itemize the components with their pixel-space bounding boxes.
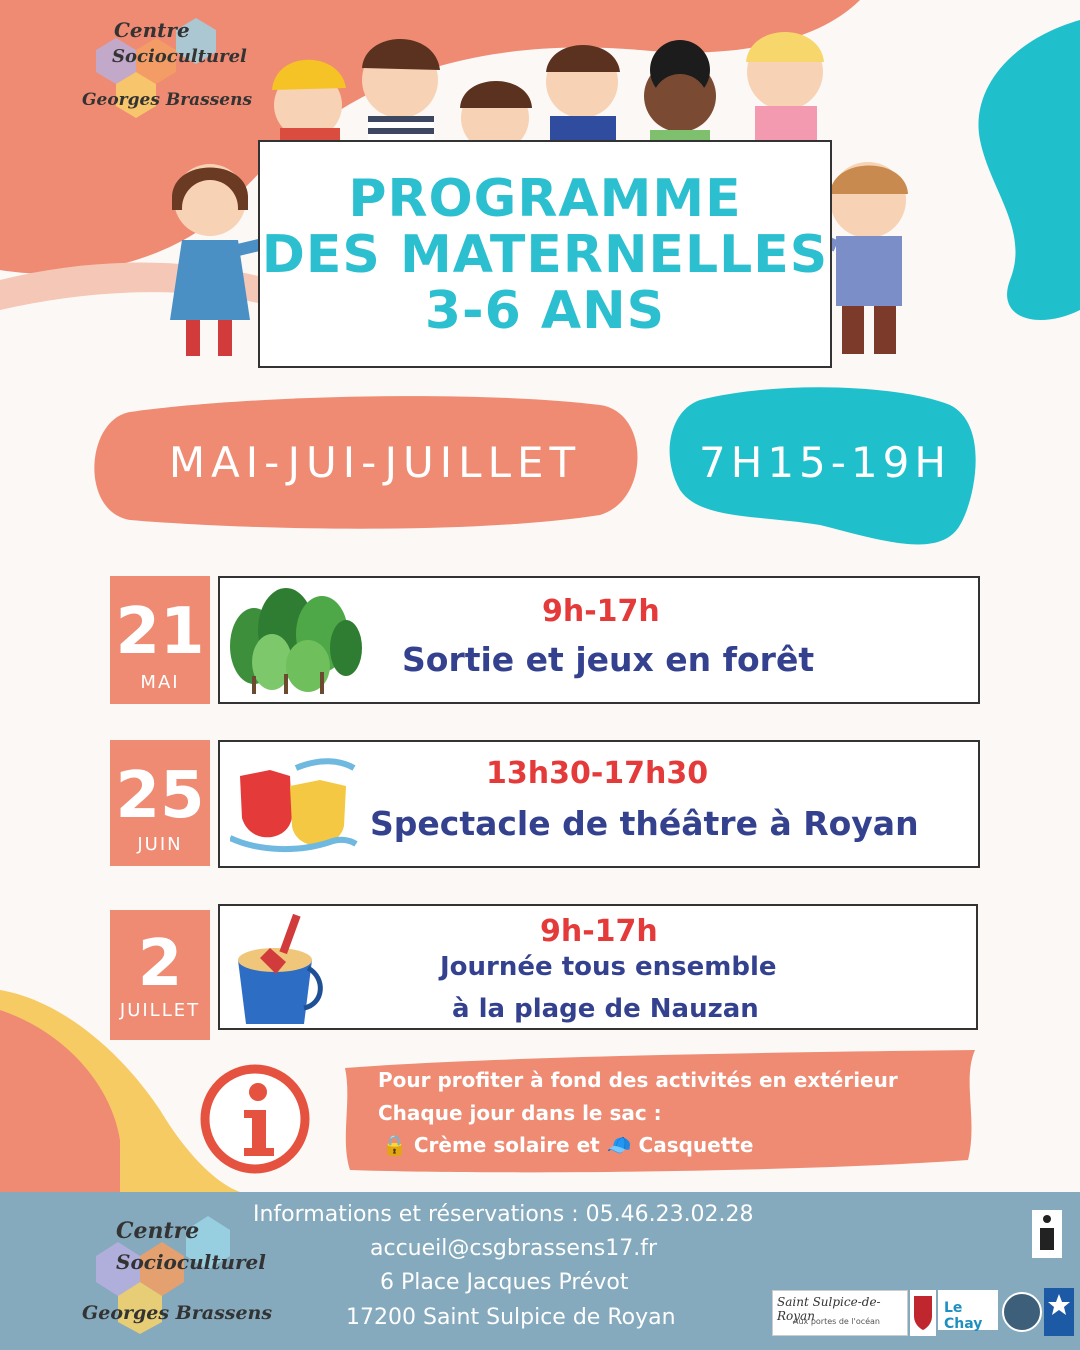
logo-line3: Georges Brassens <box>82 1302 273 1324</box>
partner-badge-icon <box>1002 1292 1042 1332</box>
footer-address1: 6 Place Jacques Prévot <box>380 1270 629 1295</box>
logo-line1: Centre <box>116 1218 200 1244</box>
event-time: 9h-17h <box>540 914 658 949</box>
event-card-1 <box>218 576 980 704</box>
partner1-sub: Aux portes de l'océan <box>793 1317 881 1326</box>
event-title: Sortie et jeux en forêt <box>402 640 815 679</box>
info-line3: 🔒 Crème solaire et 🧢 Casquette <box>382 1133 754 1157</box>
date-month: MAI <box>140 672 180 693</box>
recycle-bin-icon <box>1032 1210 1062 1258</box>
partner2-name: Le Chay <box>944 1300 983 1332</box>
forest-icon <box>224 586 364 696</box>
event-card-3 <box>218 904 978 1030</box>
logo-line2: Socioculturel <box>116 1250 266 1274</box>
logo-line3: Georges Brassens <box>82 90 253 110</box>
event-title: Spectacle de théâtre à Royan <box>370 804 919 843</box>
date-box-2 <box>110 740 210 866</box>
info-line1: Pour profiter à fond des activités en extérieur <box>378 1068 898 1092</box>
date-month: JUILLET <box>119 1000 201 1021</box>
title-line3: 3-6 ANS <box>424 281 666 341</box>
partner-logo-le-chay <box>938 1290 998 1330</box>
event-time: 9h-17h <box>542 594 660 629</box>
months-label: MAI-JUI-JUILLET <box>168 438 582 487</box>
partner-logo-saint-sulpice <box>772 1290 908 1336</box>
theater-masks-icon <box>230 756 360 856</box>
partner-crest-icon <box>910 1290 936 1336</box>
footer-email[interactable]: accueil@csgbrassens17.fr <box>370 1236 658 1261</box>
title-line2: DES MATERNELLES <box>261 225 829 285</box>
date-day: 21 <box>115 595 205 669</box>
hours-label: 7H15-19H <box>699 438 951 487</box>
teal-right-shape <box>978 20 1080 320</box>
kids-illustration <box>250 10 850 150</box>
footer-logo <box>76 1206 276 1336</box>
partner1-name: Saint Sulpice-de-Royan <box>777 1295 881 1323</box>
footer-contact: Informations et réservations : 05.46.23.02.28 <box>253 1202 754 1227</box>
event-title-line1: Journée tous ensemble <box>440 952 777 982</box>
date-box-1 <box>110 576 210 704</box>
title-board <box>258 140 832 368</box>
event-time: 13h30-17h30 <box>486 756 709 791</box>
sand-bucket-icon <box>230 908 330 1028</box>
date-day: 2 <box>137 927 183 1001</box>
event-title-line2: à la plage de Nauzan <box>452 994 759 1024</box>
event-card-2 <box>218 740 980 868</box>
info-icon <box>200 1064 310 1174</box>
date-day: 25 <box>115 759 205 833</box>
date-box-3 <box>110 910 210 1040</box>
info-line2: Chaque jour dans le sac : <box>378 1101 662 1125</box>
title-line1: PROGRAMME <box>348 169 742 229</box>
footer <box>0 1192 1080 1350</box>
partner-caf-icon <box>1044 1288 1074 1336</box>
logo-line1: Centre <box>114 18 190 42</box>
footer-address2: 17200 Saint Sulpice de Royan <box>346 1305 676 1330</box>
logo-line2: Socioculturel <box>112 46 247 67</box>
top-logo <box>76 10 256 120</box>
date-month: JUIN <box>137 834 183 855</box>
